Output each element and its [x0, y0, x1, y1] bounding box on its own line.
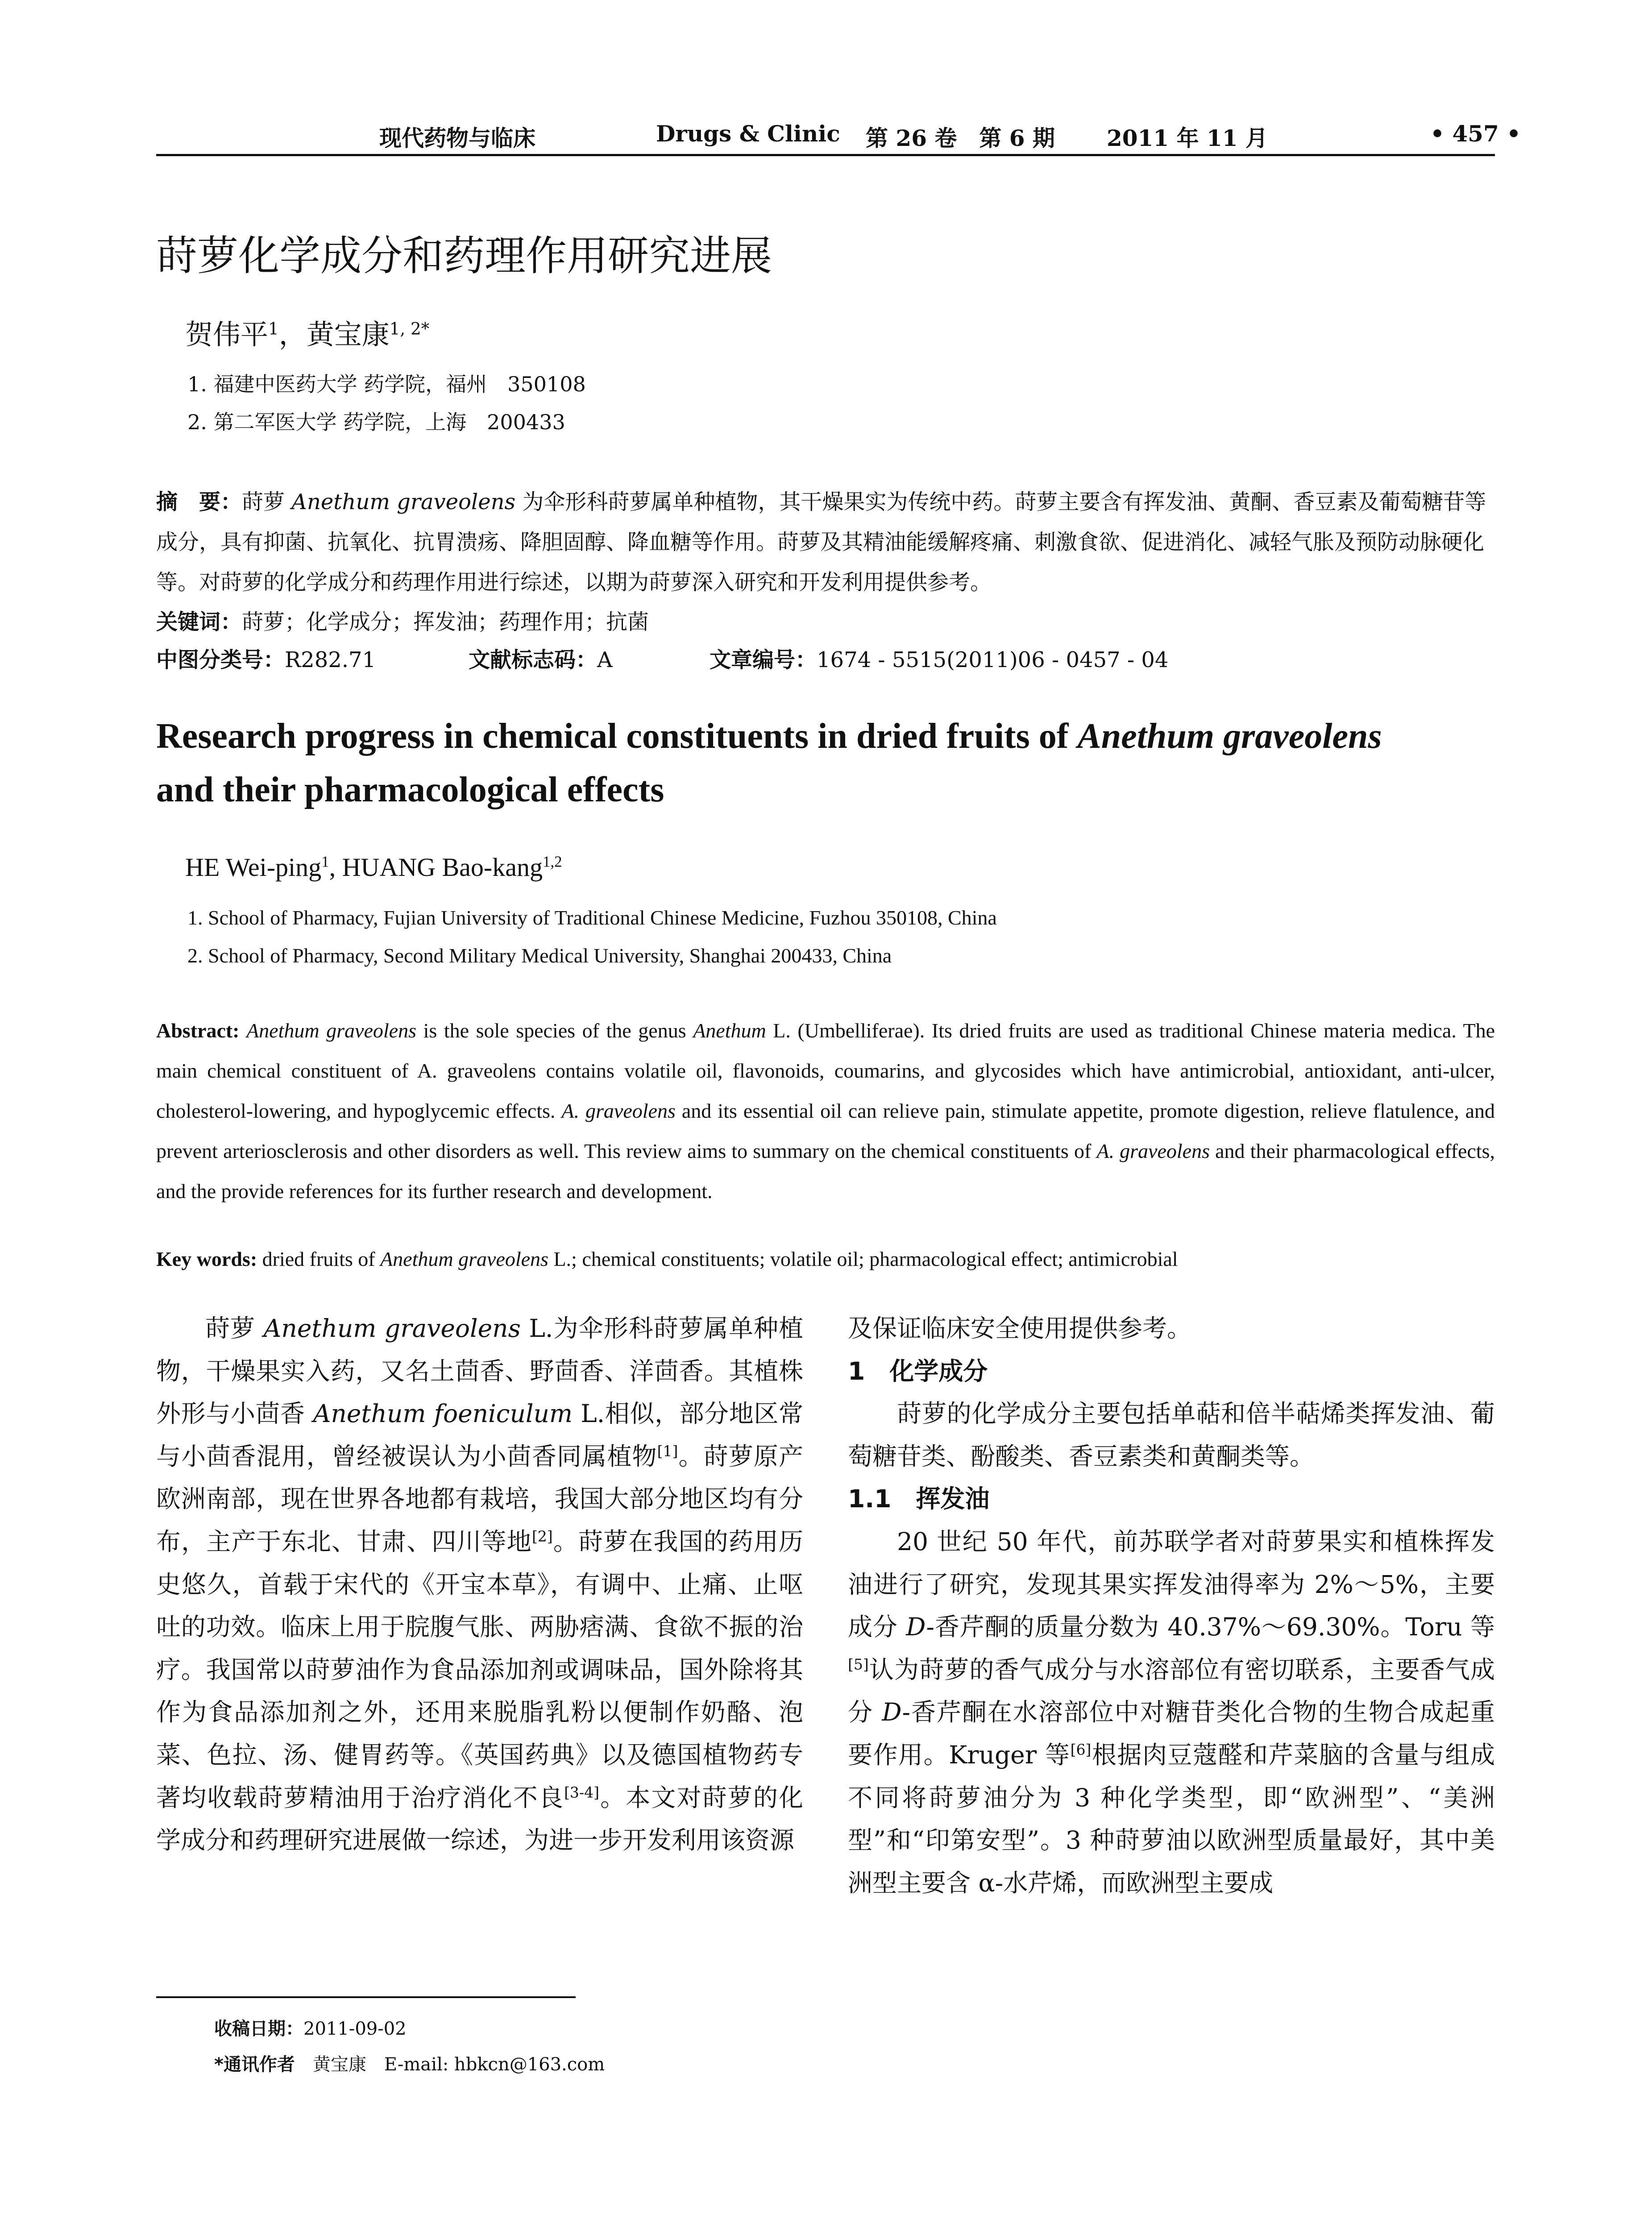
abstract-cn-label: 摘 要： — [156, 489, 242, 514]
article-number — [710, 643, 1168, 673]
affiliation-cn-2: 2. 第二军医大学 药学院，上海 200433 — [187, 410, 565, 434]
vo-text-c: 认为莳萝的香气成分与水溶部位有密切联系，主要香气成分 — [848, 1655, 1495, 1727]
volume-issue: 第 26 卷 第 6 期 — [866, 125, 1055, 151]
issue-date: 2011 年 11 月 — [1107, 125, 1268, 151]
author-1: 贺伟平 — [185, 318, 269, 351]
clc-value: R282.71 — [285, 647, 376, 672]
abstract-en-genus: Anethum — [693, 1019, 766, 1042]
affiliation-cn-1: 1. 福建中医药大学 药学院，福州 350108 — [187, 372, 586, 396]
citation-5: [5] — [848, 1655, 869, 1673]
title-en-latin: Anethum graveolens — [1077, 717, 1382, 756]
abstract-en-text-3: and its essential oil can relieve pain, stimulate appetite, promote digestion, relieve flatulence, and prevent arteriosclerosis and other disorders as well. This review aims to summary on the chemical constituents of — [156, 1099, 1495, 1162]
section-heading-1-1: 1.1 挥发油 — [848, 1485, 990, 1514]
abstract-cn — [156, 482, 1495, 602]
clc-label: 中图分类号： — [156, 647, 285, 672]
page-number: • 457 • — [1430, 120, 1521, 147]
corresponding-author — [214, 2050, 605, 2076]
body-column-right — [848, 1307, 1495, 1904]
keywords-cn-text: 莳萝；化学成分；挥发油；药理作用；抗菌 — [242, 610, 649, 634]
abstract-cn-text-2: 为伞形科莳萝属单种植物，其干燥果实为传统中药。莳萝主要含有挥发油、黄酮、香豆素及葡萄糖苷等成分，具有抑菌、抗氧化、抗胃溃疡、降胆固醇、降血糖等作用。莳萝及其精油能缓解疼痛、刺激食欲、促进消化、减轻气胀及预防动脉硬化等。对莳萝的化学成分和药理作用进行综述，以期为莳萝深入研究和开发利用提供参考。 — [156, 489, 1486, 595]
author-en-1-affil: 1 — [321, 853, 329, 871]
running-header — [156, 120, 1521, 156]
intro-text-e: 。莳萝在我国的药用历史悠久，首载于宋代的《开宝本草》，有调中、止痛、止呕吐的功效。临床上用于脘腹气胀、两胁痞满、食欲不振的治疗。我国常以莳萝油作为食品添加剂或调味品，国外除将其作为食品添加剂之外，还用来脱脂乳粉以便制作奶酪、泡菜、色拉、汤、健胃药等。《英国药典》以及德国植物药专著均收载莳萝精油用于治疗消化不良 — [156, 1527, 803, 1812]
corresponding-label: *通讯作者 — [214, 2054, 295, 2075]
keywords-en-latin: Anethum graveolens — [380, 1248, 548, 1270]
citation-3-4: [3-4] — [564, 1783, 599, 1801]
abstract-en-text-4: and their pharmacological effects, and the provide references for its further research and development. — [156, 1140, 1495, 1203]
header-rule — [156, 154, 1495, 156]
footnote-rule — [156, 1996, 576, 1998]
section-heading-1: 1 化学成分 — [848, 1356, 988, 1385]
journal-name-en: Drugs & Clinic — [656, 120, 840, 147]
received-date — [214, 2015, 407, 2040]
title-en — [156, 709, 1517, 817]
authors-en — [185, 852, 562, 882]
intro-text-c: L.相似，部分地区常与小茴香混用，曾经被误认为小茴香同属植物 — [156, 1399, 803, 1471]
author-en-separator: , — [329, 853, 342, 882]
author-separator: ， — [278, 318, 307, 351]
intro-text-a: 莳萝 — [205, 1314, 264, 1343]
abstract-en-latin-1: Anethum graveolens — [246, 1019, 416, 1042]
keywords-cn — [156, 605, 649, 635]
intro-text-b: L.为伞形科莳萝属单种植物，干燥果实入药，又名土茴香、野茴香、洋茴香。其植株外形与小茴香 — [156, 1314, 803, 1428]
abstract-en-latin-3: A. graveolens — [1096, 1140, 1210, 1162]
abstract-en-latin-2: A. graveolens — [561, 1099, 676, 1122]
intro-text-f: 。本文对莳萝的化学成分和药理研究进展做一综述，为进一步开发利用该资源 — [156, 1783, 803, 1855]
doc-value: A — [597, 647, 613, 672]
title-en-part2: and their pharmacological effects — [156, 770, 664, 809]
vo-text-b: 香芹酮的质量分数为 40.37%～69.30%。Toru 等 — [934, 1613, 1495, 1642]
intro-latin-2: Anethum foeniculum — [313, 1399, 573, 1428]
citation-6: [6] — [1070, 1741, 1092, 1758]
citation-2: [2] — [531, 1527, 553, 1545]
intro-latin-1: Anethum graveolens — [263, 1314, 521, 1343]
intro-continuation: 及保证临床安全使用提供参考。 — [848, 1314, 1192, 1343]
received-value: 2011-09-02 — [303, 2019, 407, 2039]
volatile-oil-paragraph — [848, 1521, 1495, 1904]
received-label: 收稿日期： — [214, 2019, 303, 2039]
author-2-affil: 1, 2* — [389, 319, 430, 339]
corresponding-value: 黄宝康 E-mail: hbkcn@163.com — [295, 2054, 605, 2075]
citation-1: [1] — [657, 1442, 678, 1460]
abstract-cn-text: 莳萝 — [242, 489, 292, 514]
art-label: 文章编号： — [710, 647, 817, 672]
classification-line — [156, 643, 1183, 672]
keywords-en-text-2: L.; chemical constituents; volatile oil; pharmacological effect; antimicrobial — [548, 1248, 1178, 1270]
section-1-paragraph: 莳萝的化学成分主要包括单萜和倍半萜烯类挥发油、葡萄糖苷类、酚酸类、香豆素类和黄酮类等。 — [848, 1399, 1495, 1471]
abstract-en-label: Abstract: — [156, 1019, 240, 1042]
affiliation-en-1: 1. School of Pharmacy, Fujian University of Traditional Chinese Medicine, Fuzhou 350108, China — [187, 906, 997, 929]
keywords-cn-label: 关键词： — [156, 610, 242, 634]
author-1-affil: 1 — [268, 319, 279, 339]
author-en-2: HUANG Bao-kang — [342, 853, 543, 882]
keywords-en-label: Key words: — [156, 1248, 257, 1270]
vo-d-prefix-2: D- — [882, 1698, 911, 1727]
abstract-cn-latin: Anethum graveolens — [291, 489, 516, 514]
title-cn: 莳萝化学成分和药理作用研究进展 — [156, 232, 772, 280]
journal-name-cn: 现代药物与临床 — [379, 125, 535, 151]
authors-cn — [185, 312, 429, 352]
doc-label: 文献标志码： — [469, 647, 598, 672]
author-2: 黄宝康 — [306, 318, 390, 351]
intro-paragraph — [156, 1307, 803, 1862]
author-en-2-affil: 1,2 — [542, 853, 562, 871]
title-en-part1: Research progress in chemical constituents in dried fruits of — [156, 717, 1078, 756]
abstract-en-text-2: L. (Umbelliferae). Its dried fruits are used as traditional Chinese materia medica. The main chemical constituent of A. graveolens contains volatile oil, flavonoids, coumarins, and glycosides which have antimicrobial, antioxidant, anti-ulcer, cholesterol-lowering, and hypoglycemic effects. — [156, 1019, 1495, 1122]
abstract-en-text-1: is the sole species of the genus — [416, 1019, 693, 1042]
document-code — [469, 643, 613, 673]
intro-text-d: 。莳萝原产欧洲南部，现在世界各地都有栽培，我国大部分地区均有分布，主产于东北、甘肃、四川等地 — [156, 1442, 803, 1556]
abstract-en — [156, 1011, 1495, 1211]
keywords-en — [156, 1247, 1504, 1271]
vo-text-e: 香芹酮在水溶部位中对糖苷类化合物的生物合成起重要作用。Kruger 等 — [848, 1698, 1495, 1769]
clc-code — [156, 643, 376, 673]
body-column-left — [156, 1307, 803, 1862]
keywords-en-text-1: dried fruits of — [257, 1248, 381, 1270]
vo-text-f: 根据肉豆蔻醛和芹菜脑的含量与组成不同将莳萝油分为 3 种化学类型，即“欧洲型”、“美洲型”和“印第安型”。3 种莳萝油以欧洲型质量最好，其中美洲型主要含 α-水芹烯，而欧洲型主要成 — [848, 1740, 1495, 1897]
vo-d-prefix-1: D- — [906, 1613, 934, 1642]
art-value: 1674 - 5515(2011)06 - 0457 - 04 — [817, 647, 1169, 672]
author-en-1: HE Wei-ping — [185, 853, 322, 882]
affiliation-en-2: 2. School of Pharmacy, Second Military Medical University, Shanghai 200433, China — [187, 944, 892, 967]
vo-text-a: 20 世纪 50 年代，前苏联学者对莳萝果实和植株挥发油进行了研究，发现其果实挥发油得率为 2%～5%，主要成分 — [848, 1527, 1495, 1642]
